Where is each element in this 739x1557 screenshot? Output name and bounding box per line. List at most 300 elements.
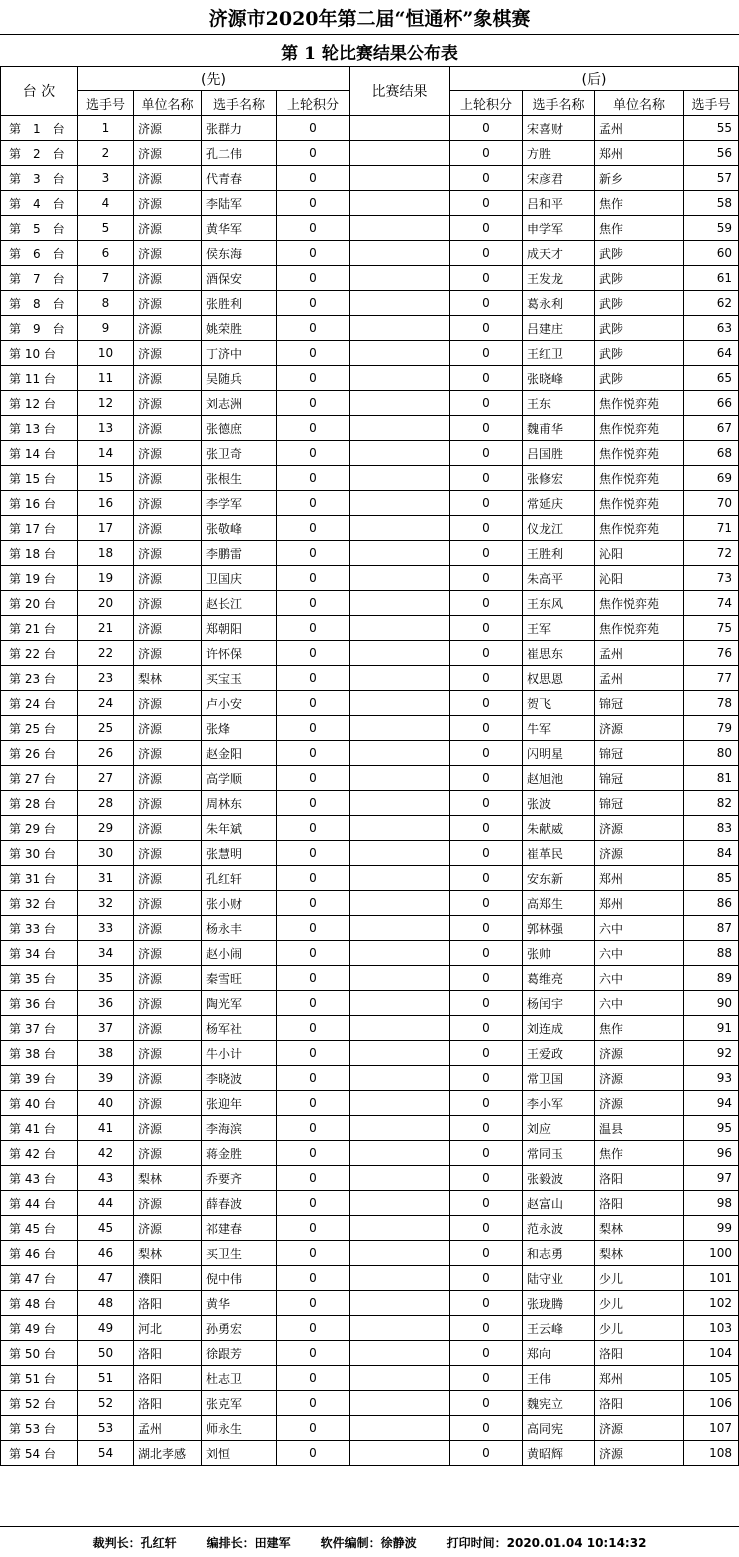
second-player-number: 74 — [684, 591, 739, 616]
table-row — [1, 891, 739, 916]
result-cell[interactable] — [350, 166, 450, 191]
first-player-name: 孙勇宏 — [202, 1316, 277, 1341]
result-cell[interactable] — [350, 1141, 450, 1166]
table-row — [1, 666, 739, 691]
first-player-number: 52 — [78, 1391, 134, 1416]
result-cell[interactable] — [350, 416, 450, 441]
first-player-name: 赵长江 — [202, 591, 277, 616]
arranger: 编排长：田建军 — [206, 1535, 291, 1550]
second-unit: 焦作悦弈苑 — [595, 591, 684, 616]
result-cell[interactable] — [350, 1291, 450, 1316]
first-player-number: 27 — [78, 766, 134, 791]
first-unit: 济源 — [134, 116, 202, 141]
result-cell[interactable] — [350, 791, 450, 816]
first-player-number: 17 — [78, 516, 134, 541]
second-player-name: 高郑生 — [523, 891, 595, 916]
second-player-name-header: 选手名称 — [523, 91, 595, 116]
board-cell: 第 46 台 — [1, 1241, 78, 1266]
result-cell[interactable] — [350, 341, 450, 366]
board-cell: 第 51 台 — [1, 1366, 78, 1391]
result-cell[interactable] — [350, 1266, 450, 1291]
second-prev-score: 0 — [450, 691, 523, 716]
first-unit: 济源 — [134, 491, 202, 516]
board-cell: 第 21 台 — [1, 616, 78, 641]
second-unit: 济源 — [595, 1041, 684, 1066]
table-row — [1, 116, 739, 141]
second-unit: 郑州 — [595, 866, 684, 891]
result-cell[interactable] — [350, 716, 450, 741]
first-player-number: 4 — [78, 191, 134, 216]
second-player-number: 62 — [684, 291, 739, 316]
second-prev-score: 0 — [450, 516, 523, 541]
second-player-number: 66 — [684, 391, 739, 416]
first-player-number: 33 — [78, 916, 134, 941]
first-prev-score: 0 — [277, 416, 350, 441]
second-prev-score: 0 — [450, 1441, 523, 1466]
first-unit: 济源 — [134, 716, 202, 741]
second-unit: 焦作悦弈苑 — [595, 441, 684, 466]
first-unit: 济源 — [134, 741, 202, 766]
first-player-number: 36 — [78, 991, 134, 1016]
second-player-number: 70 — [684, 491, 739, 516]
first-player-number: 11 — [78, 366, 134, 391]
second-prev-score: 0 — [450, 591, 523, 616]
first-unit: 济源 — [134, 316, 202, 341]
second-unit: 少儿 — [595, 1291, 684, 1316]
first-player-number: 40 — [78, 1091, 134, 1116]
board-cell: 第 35 台 — [1, 966, 78, 991]
second-player-number: 83 — [684, 816, 739, 841]
first-prev-score: 0 — [277, 891, 350, 916]
second-player-number: 90 — [684, 991, 739, 1016]
second-player-number: 81 — [684, 766, 739, 791]
result-cell[interactable] — [350, 866, 450, 891]
second-prev-score: 0 — [450, 666, 523, 691]
first-player-name: 张敬峰 — [202, 516, 277, 541]
second-unit: 洛阳 — [595, 1391, 684, 1416]
second-player-name: 杨闰宇 — [523, 991, 595, 1016]
first-player-number: 30 — [78, 841, 134, 866]
first-player-name: 张卫奇 — [202, 441, 277, 466]
result-cell[interactable] — [350, 991, 450, 1016]
table-row — [1, 641, 739, 666]
results-table — [0, 66, 739, 1466]
first-prev-score: 0 — [277, 1366, 350, 1391]
first-player-name: 卢小安 — [202, 691, 277, 716]
first-unit: 济源 — [134, 216, 202, 241]
second-player-name: 和志勇 — [523, 1241, 595, 1266]
table-row — [1, 366, 739, 391]
first-prev-score: 0 — [277, 1066, 350, 1091]
second-prev-score: 0 — [450, 441, 523, 466]
first-unit: 济源 — [134, 866, 202, 891]
board-cell: 第 44 台 — [1, 1191, 78, 1216]
table-row — [1, 1016, 739, 1041]
second-player-name: 魏甫华 — [523, 416, 595, 441]
result-cell[interactable] — [350, 241, 450, 266]
board-cell: 第 1 台 — [1, 116, 78, 141]
board-cell: 第 9 台 — [1, 316, 78, 341]
result-cell[interactable] — [350, 641, 450, 666]
first-player-number: 43 — [78, 1166, 134, 1191]
second-player-number: 68 — [684, 441, 739, 466]
second-prev-score: 0 — [450, 941, 523, 966]
board-cell: 第 47 台 — [1, 1266, 78, 1291]
first-prev-score: 0 — [277, 1416, 350, 1441]
result-cell[interactable] — [350, 291, 450, 316]
second-player-number: 100 — [684, 1241, 739, 1266]
table-row — [1, 241, 739, 266]
board-cell: 第 22 台 — [1, 641, 78, 666]
first-unit: 济源 — [134, 516, 202, 541]
board-cell: 第 12 台 — [1, 391, 78, 416]
result-cell[interactable] — [350, 1441, 450, 1466]
table-row — [1, 466, 739, 491]
second-player-number: 103 — [684, 1316, 739, 1341]
table-row — [1, 766, 739, 791]
result-cell[interactable] — [350, 1091, 450, 1116]
second-prev-score: 0 — [450, 1416, 523, 1441]
first-prev-score: 0 — [277, 1341, 350, 1366]
first-unit: 济源 — [134, 616, 202, 641]
first-player-name: 黄华军 — [202, 216, 277, 241]
table-row — [1, 441, 739, 466]
second-prev-score: 0 — [450, 366, 523, 391]
second-unit: 济源 — [595, 1441, 684, 1466]
first-player-number: 41 — [78, 1116, 134, 1141]
board-cell: 第 5 台 — [1, 216, 78, 241]
second-player-number: 92 — [684, 1041, 739, 1066]
second-prev-score: 0 — [450, 341, 523, 366]
result-cell[interactable] — [350, 841, 450, 866]
first-unit: 济源 — [134, 241, 202, 266]
result-cell[interactable] — [350, 191, 450, 216]
table-row — [1, 1316, 739, 1341]
second-unit: 焦作悦弈苑 — [595, 516, 684, 541]
first-player-name: 薛春波 — [202, 1191, 277, 1216]
result-cell[interactable] — [350, 966, 450, 991]
first-player-number: 49 — [78, 1316, 134, 1341]
result-cell[interactable] — [350, 116, 450, 141]
result-cell[interactable] — [350, 1216, 450, 1241]
first-prev-score: 0 — [277, 841, 350, 866]
first-player-name: 李陆军 — [202, 191, 277, 216]
first-prev-score: 0 — [277, 491, 350, 516]
second-player-number: 102 — [684, 1291, 739, 1316]
first-unit: 济源 — [134, 366, 202, 391]
table-row — [1, 816, 739, 841]
table-row — [1, 741, 739, 766]
first-prev-score: 0 — [277, 1016, 350, 1041]
second-player-number: 71 — [684, 516, 739, 541]
table-row — [1, 216, 739, 241]
board-cell: 第 23 台 — [1, 666, 78, 691]
board-cell: 第 6 台 — [1, 241, 78, 266]
first-player-name: 张胜利 — [202, 291, 277, 316]
table-row — [1, 266, 739, 291]
board-cell: 第 29 台 — [1, 816, 78, 841]
second-player-number: 79 — [684, 716, 739, 741]
result-cell[interactable] — [350, 1116, 450, 1141]
result-cell[interactable] — [350, 216, 450, 241]
first-player-number: 51 — [78, 1366, 134, 1391]
table-row — [1, 1041, 739, 1066]
result-cell[interactable] — [350, 916, 450, 941]
result-cell[interactable] — [350, 691, 450, 716]
second-prev-score: 0 — [450, 891, 523, 916]
first-player-number: 48 — [78, 1291, 134, 1316]
result-cell[interactable] — [350, 466, 450, 491]
first-prev-score: 0 — [277, 866, 350, 891]
result-cell[interactable] — [350, 316, 450, 341]
first-unit: 济源 — [134, 466, 202, 491]
first-player-name: 朱年斌 — [202, 816, 277, 841]
first-player-number: 42 — [78, 1141, 134, 1166]
table-row — [1, 341, 739, 366]
first-prev-score: 0 — [277, 691, 350, 716]
table-row — [1, 1366, 739, 1391]
board-cell: 第 28 台 — [1, 791, 78, 816]
result-cell[interactable] — [350, 591, 450, 616]
second-unit: 焦作悦弈苑 — [595, 491, 684, 516]
result-cell[interactable] — [350, 941, 450, 966]
board-cell: 第 15 台 — [1, 466, 78, 491]
second-player-number: 58 — [684, 191, 739, 216]
first-prev-score: 0 — [277, 1091, 350, 1116]
result-cell[interactable] — [350, 1391, 450, 1416]
board-cell: 第 33 台 — [1, 916, 78, 941]
first-prev-score: 0 — [277, 791, 350, 816]
second-unit: 六中 — [595, 991, 684, 1016]
board-cell: 第 19 台 — [1, 566, 78, 591]
first-prev-score: 0 — [277, 1166, 350, 1191]
first-player-name: 秦雪旺 — [202, 966, 277, 991]
first-player-number: 9 — [78, 316, 134, 341]
second-prev-score: 0 — [450, 1166, 523, 1191]
first-player-name: 牛小计 — [202, 1041, 277, 1066]
first-unit: 济源 — [134, 891, 202, 916]
second-prev-score: 0 — [450, 191, 523, 216]
second-player-name: 黄昭辉 — [523, 1441, 595, 1466]
table-row — [1, 941, 739, 966]
result-cell[interactable] — [350, 1316, 450, 1341]
board-cell: 第 50 台 — [1, 1341, 78, 1366]
result-cell[interactable] — [350, 1366, 450, 1391]
result-cell[interactable] — [350, 491, 450, 516]
first-unit: 河北 — [134, 1316, 202, 1341]
first-player-number: 15 — [78, 466, 134, 491]
result-cell[interactable] — [350, 141, 450, 166]
result-cell[interactable] — [350, 766, 450, 791]
board-cell: 第 53 台 — [1, 1416, 78, 1441]
first-player-number: 37 — [78, 1016, 134, 1041]
second-prev-score: 0 — [450, 1291, 523, 1316]
first-prev-score: 0 — [277, 341, 350, 366]
first-player-number: 20 — [78, 591, 134, 616]
second-unit: 少儿 — [595, 1316, 684, 1341]
first-unit: 济源 — [134, 991, 202, 1016]
first-player-number: 22 — [78, 641, 134, 666]
second-player-name: 刘应 — [523, 1116, 595, 1141]
second-unit: 锦冠 — [595, 766, 684, 791]
first-prev-score: 0 — [277, 741, 350, 766]
board-cell: 第 41 台 — [1, 1116, 78, 1141]
result-cell[interactable] — [350, 1066, 450, 1091]
first-player-name: 张群力 — [202, 116, 277, 141]
second-prev-score: 0 — [450, 916, 523, 941]
first-player-name: 祁建春 — [202, 1216, 277, 1241]
first-prev-score: 0 — [277, 816, 350, 841]
second-player-number: 96 — [684, 1141, 739, 1166]
first-prev-score: 0 — [277, 1291, 350, 1316]
table-row — [1, 1166, 739, 1191]
second-player-number-header: 选手号 — [684, 91, 739, 116]
first-player-name: 侯东海 — [202, 241, 277, 266]
board-cell: 第 43 台 — [1, 1166, 78, 1191]
second-prev-score: 0 — [450, 1091, 523, 1116]
board-cell: 第 42 台 — [1, 1141, 78, 1166]
table-row — [1, 491, 739, 516]
second-prev-score: 0 — [450, 216, 523, 241]
first-prev-score: 0 — [277, 1241, 350, 1266]
first-prev-score: 0 — [277, 266, 350, 291]
second-unit: 锦冠 — [595, 741, 684, 766]
second-unit: 武陟 — [595, 241, 684, 266]
board-cell: 第 37 台 — [1, 1016, 78, 1041]
result-cell[interactable] — [350, 816, 450, 841]
second-player-number: 89 — [684, 966, 739, 991]
second-unit: 孟州 — [595, 666, 684, 691]
result-cell[interactable] — [350, 1166, 450, 1191]
result-cell[interactable] — [350, 541, 450, 566]
second-unit: 武陟 — [595, 266, 684, 291]
result-cell[interactable] — [350, 741, 450, 766]
table-row — [1, 1091, 739, 1116]
board-cell: 第 17 台 — [1, 516, 78, 541]
first-player-name: 郑朝阳 — [202, 616, 277, 641]
second-player-name: 宋彦君 — [523, 166, 595, 191]
result-cell[interactable] — [350, 566, 450, 591]
board-cell: 第 4 台 — [1, 191, 78, 216]
result-cell[interactable] — [350, 366, 450, 391]
first-player-name: 杜志卫 — [202, 1366, 277, 1391]
first-prev-score: 0 — [277, 391, 350, 416]
second-player-name: 闪明星 — [523, 741, 595, 766]
second-player-name: 葛永利 — [523, 291, 595, 316]
second-player-number: 67 — [684, 416, 739, 441]
result-cell[interactable] — [350, 1041, 450, 1066]
first-prev-score: 0 — [277, 466, 350, 491]
first-unit: 济源 — [134, 541, 202, 566]
second-prev-score: 0 — [450, 616, 523, 641]
second-unit: 武陟 — [595, 341, 684, 366]
first-prev-score: 0 — [277, 1441, 350, 1466]
result-cell[interactable] — [350, 616, 450, 641]
first-unit: 洛阳 — [134, 1391, 202, 1416]
first-player-number: 12 — [78, 391, 134, 416]
second-unit: 六中 — [595, 916, 684, 941]
second-player-number: 75 — [684, 616, 739, 641]
second-unit: 济源 — [595, 1091, 684, 1116]
second-player-name: 宋喜财 — [523, 116, 595, 141]
print-time: 打印时间：2020.01.04 10:14:32 — [446, 1535, 647, 1550]
first-player-name: 代青春 — [202, 166, 277, 191]
second-unit: 梨林 — [595, 1216, 684, 1241]
result-cell[interactable] — [350, 516, 450, 541]
second-prev-score: 0 — [450, 316, 523, 341]
second-prev-score: 0 — [450, 1266, 523, 1291]
first-player-name: 酒保安 — [202, 266, 277, 291]
second-unit: 焦作悦弈苑 — [595, 416, 684, 441]
first-player-name: 乔要齐 — [202, 1166, 277, 1191]
second-unit: 焦作 — [595, 1141, 684, 1166]
first-player-name: 许怀保 — [202, 641, 277, 666]
table-row — [1, 1191, 739, 1216]
second-player-name: 魏宪立 — [523, 1391, 595, 1416]
result-cell[interactable] — [350, 1241, 450, 1266]
second-player-name: 贺飞 — [523, 691, 595, 716]
result-cell[interactable] — [350, 441, 450, 466]
second-player-name: 王东 — [523, 391, 595, 416]
second-player-number: 86 — [684, 891, 739, 916]
result-cell[interactable] — [350, 1191, 450, 1216]
second-player-name: 范永波 — [523, 1216, 595, 1241]
board-cell: 第 11 台 — [1, 366, 78, 391]
first-unit: 济源 — [134, 1091, 202, 1116]
first-player-name: 买宝玉 — [202, 666, 277, 691]
second-player-name: 崔思东 — [523, 641, 595, 666]
first-prev-score: 0 — [277, 566, 350, 591]
second-unit: 武陟 — [595, 316, 684, 341]
table-row — [1, 1141, 739, 1166]
table-row — [1, 616, 739, 641]
first-player-number: 50 — [78, 1341, 134, 1366]
result-cell[interactable] — [350, 666, 450, 691]
second-player-number: 94 — [684, 1091, 739, 1116]
result-cell[interactable] — [350, 1016, 450, 1041]
board-cell: 第 39 台 — [1, 1066, 78, 1091]
board-cell: 第 3 台 — [1, 166, 78, 191]
second-player-name: 张晓峰 — [523, 366, 595, 391]
second-unit: 六中 — [595, 941, 684, 966]
second-unit: 孟州 — [595, 641, 684, 666]
second-prev-score: 0 — [450, 991, 523, 1016]
first-unit: 济源 — [134, 916, 202, 941]
second-prev-score: 0 — [450, 841, 523, 866]
first-unit: 济源 — [134, 591, 202, 616]
second-prev-score: 0 — [450, 1066, 523, 1091]
result-cell[interactable] — [350, 266, 450, 291]
second-prev-score: 0 — [450, 1216, 523, 1241]
first-player-number: 32 — [78, 891, 134, 916]
first-player-number: 13 — [78, 416, 134, 441]
board-cell: 第 34 台 — [1, 941, 78, 966]
first-player-number: 21 — [78, 616, 134, 641]
result-cell[interactable] — [350, 1341, 450, 1366]
table-row — [1, 841, 739, 866]
second-player-name: 陆守业 — [523, 1266, 595, 1291]
second-unit: 济源 — [595, 716, 684, 741]
result-cell[interactable] — [350, 891, 450, 916]
second-unit: 六中 — [595, 966, 684, 991]
first-prev-score: 0 — [277, 116, 350, 141]
second-prev-score: 0 — [450, 1341, 523, 1366]
result-cell[interactable] — [350, 391, 450, 416]
board-cell: 第 2 台 — [1, 141, 78, 166]
first-prev-score: 0 — [277, 191, 350, 216]
first-prev-score: 0 — [277, 1141, 350, 1166]
result-cell[interactable] — [350, 1416, 450, 1441]
